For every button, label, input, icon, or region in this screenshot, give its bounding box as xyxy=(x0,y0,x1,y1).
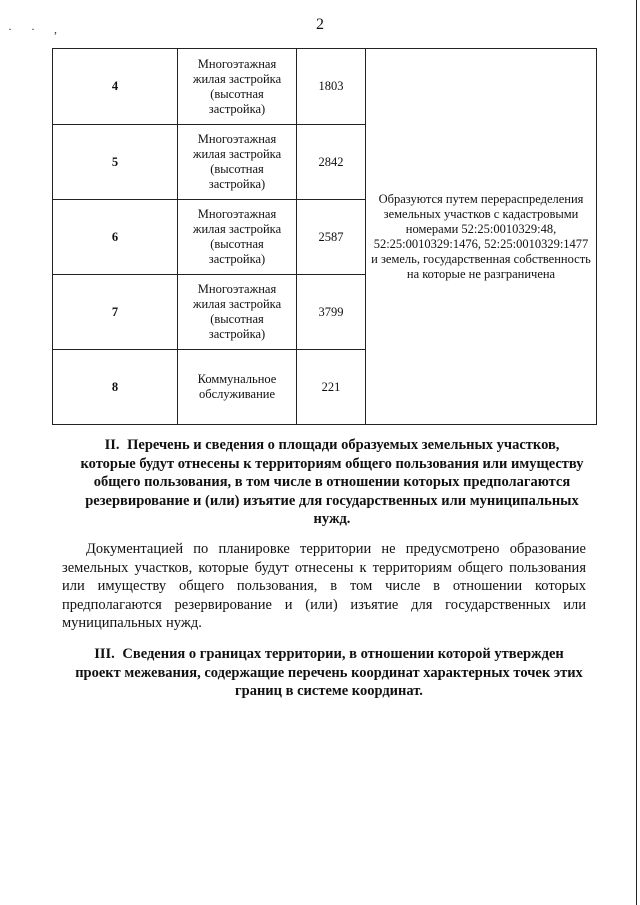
plot-area: 1803 xyxy=(297,49,366,125)
formation-note: Образуются путем перераспределения земельных участков с кадастровыми номерами 52:25:0010329:48, 52:25:0010329:1476, 52:25:0010329:1477 и земель, государственная собственность на которые не разграничена xyxy=(366,49,597,425)
section-2-roman: II. xyxy=(104,437,120,453)
section-3-title: Сведения о границах территории, в отношении которой утвержден проект межевания, содержащие перечень координат характерных точек этих границ в системе координат. xyxy=(75,646,583,699)
section-2-heading xyxy=(78,436,586,529)
section-2-body: Документацией по планировке территории не предусмотрено образование земельных участков, которые будут отнесены к территориям общего пользования или имуществу общего пользования, в том числе в отношении которых предполагаются резервирование и (или) изъятие для государственных или муниципальных нужд. xyxy=(62,541,586,631)
section-3-heading xyxy=(72,645,586,701)
plot-use: Многоэтажная жилая застройка (высотная застройка) xyxy=(178,49,297,125)
scan-marks: · · , xyxy=(8,22,65,36)
page-number: 2 xyxy=(316,16,324,33)
plot-number: 4 xyxy=(53,49,178,125)
section-2-title: Перечень и сведения о площади образуемых земельных участков, которые будут отнесены к территориям общего пользования или имуществу общего пользования, в том числе в отношении которых предполагаются резервирование и (или) изъятие для государственных или муниципальных нужд. xyxy=(80,437,584,527)
plot-use: Многоэтажная жилая застройка (высотная застройка) xyxy=(178,200,297,275)
plot-area: 2587 xyxy=(297,200,366,275)
plot-number: 8 xyxy=(53,350,178,425)
land-plots-table xyxy=(52,48,597,425)
plot-area: 221 xyxy=(297,350,366,425)
plot-number: 6 xyxy=(53,200,178,275)
section-3-roman: III. xyxy=(94,646,115,662)
plot-use: Коммунальное обслуживание xyxy=(178,350,297,425)
plot-area: 3799 xyxy=(297,275,366,350)
plot-use: Многоэтажная жилая застройка (высотная застройка) xyxy=(178,275,297,350)
page-edge-line xyxy=(636,0,637,905)
plot-number: 7 xyxy=(53,275,178,350)
table-row xyxy=(53,49,597,125)
plot-number: 5 xyxy=(53,125,178,200)
plot-area: 2842 xyxy=(297,125,366,200)
plot-use: Многоэтажная жилая застройка (высотная застройка) xyxy=(178,125,297,200)
